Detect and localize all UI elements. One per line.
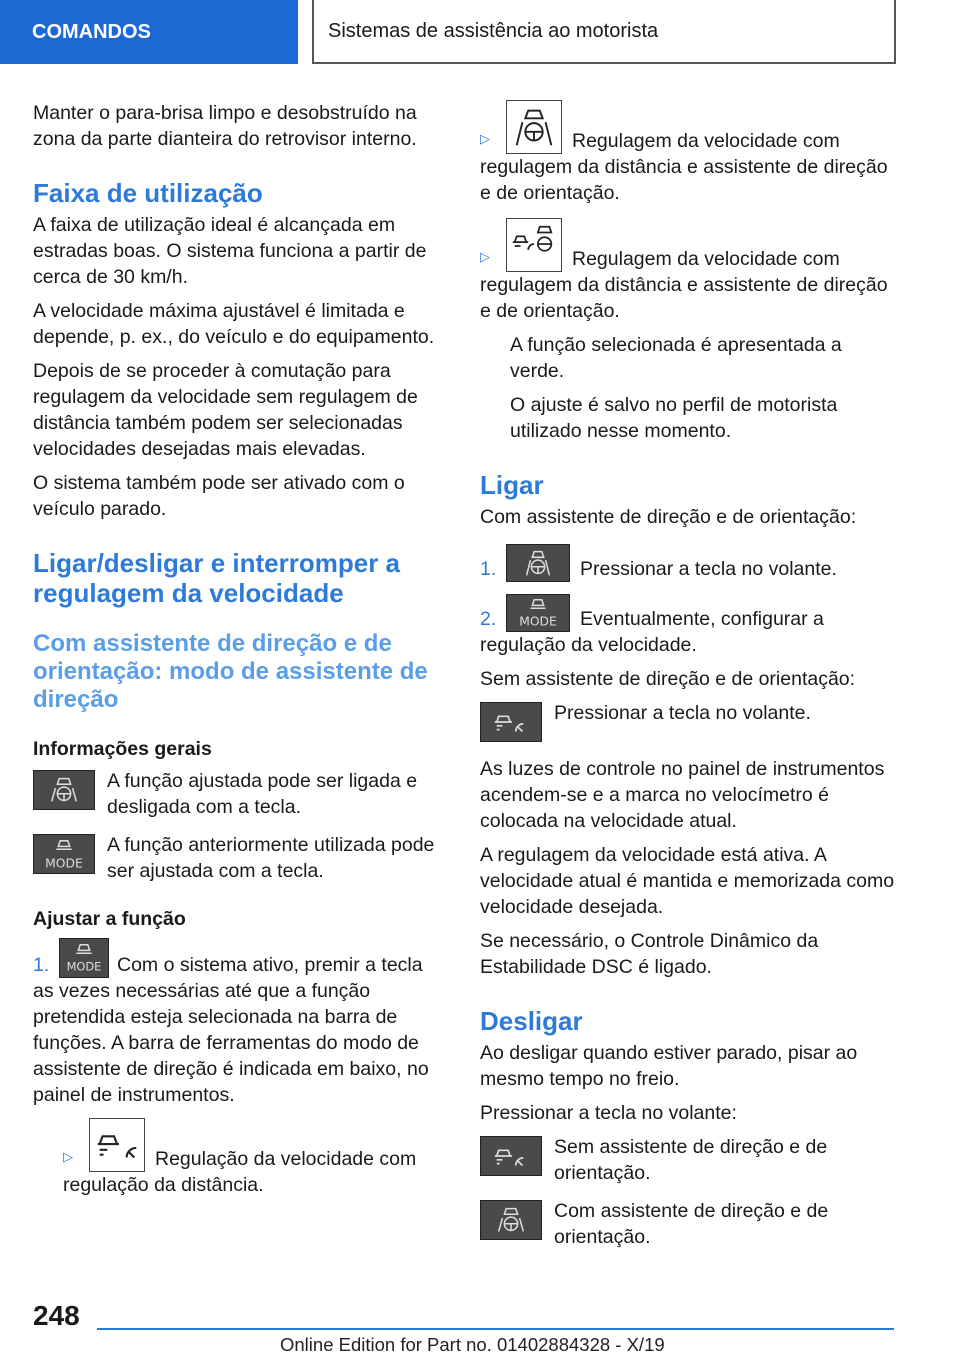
- steering-assist-button-icon: [33, 770, 95, 810]
- steering-assist-button-icon: [480, 1200, 542, 1240]
- bullet-triangle-icon: ▷: [63, 1149, 73, 1164]
- heading-info-gerais: Informações gerais: [33, 738, 212, 760]
- bullet-triangle-icon: ▷: [480, 131, 490, 146]
- ajustar-step-1: [33, 938, 448, 1108]
- step-number: 2.: [480, 608, 497, 630]
- ligar-step-1-text: Pressionar a tecla no volante.: [580, 558, 837, 580]
- section-tab: COMANDOS: [0, 0, 298, 64]
- bullet-triangle-icon: ▷: [480, 249, 490, 264]
- faixa-p1: A faixa de utilização ideal é alcançada em estradas boas. O sistema funciona a partir de cerca de 30 km/h.: [33, 214, 427, 288]
- mode-button-icon: [33, 834, 95, 874]
- faixa-p2: A velocidade máxima ajustável é limitada e depende, p. ex., do veículo e do equipamento.: [33, 300, 435, 348]
- right-column: [480, 100, 898, 1262]
- info-row-2: [33, 832, 448, 884]
- edition-note: Online Edition for Part no. 01402884328 - X/19: [280, 1334, 665, 1355]
- acc-button-icon: [480, 1136, 542, 1176]
- heading-ajustar: Ajustar a função: [33, 908, 186, 930]
- steering-assist-icon: [506, 100, 562, 154]
- sem-intro: Sem assistente de direção e de orientação:: [480, 668, 856, 690]
- acc-steering-icon: [506, 218, 562, 272]
- mode-button-icon: [506, 594, 570, 632]
- ligar-step-1: [480, 544, 898, 582]
- bullet-assist-2: [480, 218, 898, 324]
- desligar-p1: Ao desligar quando estiver parado, pisar ao mesmo tempo no freio.: [480, 1042, 858, 1090]
- faixa-p4: O sistema também pode ser ativado com o veículo parado.: [33, 472, 405, 520]
- mode-button-icon: [59, 938, 109, 978]
- info-text-1: A função ajustada pode ser ligada e desligada com a tecla.: [107, 770, 418, 818]
- heading-faixa: Faixa de utilização: [33, 178, 263, 208]
- p-luzes: As luzes de controle no painel de instrumentos acendem-se e a marca no velocímetro é colocada na velocidade atual.: [480, 758, 885, 832]
- p-profile: O ajuste é salvo no perfil de motorista utilizado nesse momento.: [510, 394, 838, 442]
- heading-com-assistente: Com assistente de direção e de orientação: modo de assistente de direção: [33, 630, 428, 713]
- desligar-p2: Pressionar a tecla no volante:: [480, 1102, 737, 1124]
- footer-divider: [97, 1328, 894, 1330]
- info-text-2: A função anteriormente utilizada pode ser ajustada com a tecla.: [107, 834, 435, 882]
- steering-assist-button-icon: [506, 544, 570, 582]
- p-dsc: Se necessário, o Controle Dinâmico da Estabilidade DSC é ligado.: [480, 930, 819, 978]
- acc-button-icon: [480, 702, 542, 742]
- bullet-assist-1: [480, 100, 898, 206]
- sem-row: [480, 700, 898, 742]
- p-selected: A função selecionada é apresentada a verde.: [510, 334, 842, 382]
- bullet-acc-text: Regulação da velocidade com regulação da distância.: [63, 1148, 417, 1196]
- intro-text: Manter o para-brisa limpo e desobstruído na zona da parte dianteira do retrovisor interno.: [33, 102, 417, 150]
- page-number: 248: [33, 1300, 80, 1331]
- desligar-row-sem: [480, 1134, 898, 1186]
- desligar-com-text: Com assistente de direção e de orientação.: [554, 1200, 829, 1248]
- faixa-p3: Depois de se proceder à comutação para regulagem da velocidade sem regulagem de distância também podem ser selecionadas velocidades desejadas mais elevadas.: [33, 360, 418, 460]
- step-1-text: Com o sistema ativo, premir a tecla as vezes necessárias até que a função pretendida esteja selecionada na barra de funções. A barra de ferramentas do modo de assistente de direção é indicada em baixo, no painel de instrumentos.: [33, 954, 429, 1106]
- step-number: 1.: [480, 558, 497, 580]
- info-row-1: [33, 768, 448, 820]
- svg-text:MODE: MODE: [45, 856, 83, 871]
- heading-desligar: Desligar: [480, 1006, 583, 1036]
- heading-ligar-desligar: Ligar/desligar e interromper a regulagem da velocidade: [33, 548, 401, 608]
- bullet-acc: [33, 1118, 448, 1198]
- left-column: [33, 100, 448, 1206]
- sem-text: Pressionar a tecla no volante.: [554, 702, 811, 724]
- step-number: 1.: [33, 954, 50, 976]
- svg-text:MODE: MODE: [519, 614, 557, 629]
- heading-ligar: Ligar: [480, 470, 544, 500]
- page-header-title: Sistemas de assistência ao motorista: [312, 0, 896, 64]
- bullet-assist-2-text: Regulagem da velocidade com regulagem da distância e assistente de direção e de orientação.: [480, 248, 888, 322]
- desligar-row-com: [480, 1198, 898, 1250]
- svg-text:MODE: MODE: [66, 959, 102, 974]
- ligar-intro: Com assistente de direção e de orientação:: [480, 506, 857, 528]
- ligar-step-2-text: Eventualmente, configurar a regulação da velocidade.: [480, 608, 824, 656]
- bullet-assist-1-text: Regulagem da velocidade com regulagem da distância e assistente de direção e de orientação.: [480, 130, 888, 204]
- desligar-sem-text: Sem assistente de direção e de orientação.: [554, 1136, 828, 1184]
- p-regulagem: A regulagem da velocidade está ativa. A velocidade atual é mantida e memorizada como velocidade desejada.: [480, 844, 895, 918]
- ligar-step-2: [480, 594, 898, 658]
- acc-distance-icon: [89, 1118, 145, 1172]
